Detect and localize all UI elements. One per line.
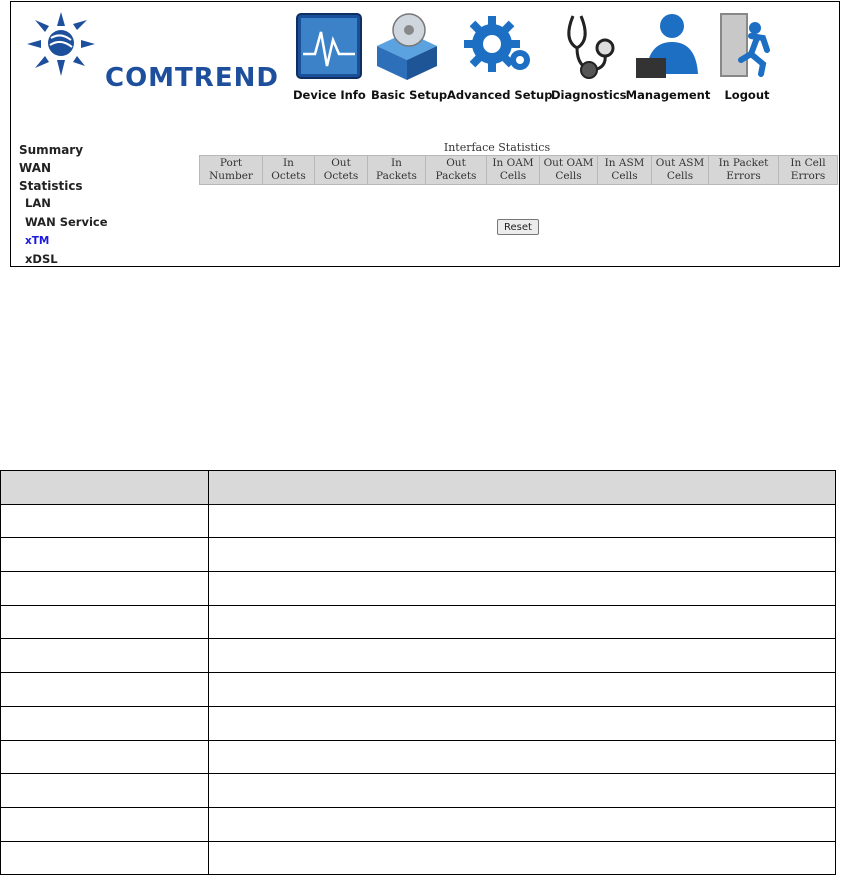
- table-cell: [1, 774, 209, 808]
- header-line: Cells: [611, 170, 638, 182]
- table-cell: [208, 639, 835, 673]
- sidebar-item-xdsl[interactable]: xDSL: [25, 252, 58, 266]
- table-cell: [1, 504, 209, 538]
- table-cell: [208, 774, 835, 808]
- main-content: [155, 127, 839, 267]
- column-header: [426, 156, 487, 185]
- table-cell: [1, 538, 209, 572]
- header-line: In ASM: [604, 157, 645, 169]
- column-header: [487, 156, 540, 185]
- table-cell: [208, 807, 835, 841]
- reset-button[interactable]: Reset: [497, 219, 539, 235]
- column-header: [652, 156, 709, 185]
- sidebar-item-wan[interactable]: WAN: [19, 161, 52, 175]
- table-cell: [1, 740, 209, 774]
- table-cell: [208, 572, 835, 606]
- header-line: Cells: [666, 170, 694, 182]
- header-line: In Cell: [790, 157, 826, 169]
- nav-management[interactable]: [625, 6, 711, 116]
- header-line: In: [391, 157, 402, 169]
- header-line: Errors: [726, 170, 761, 182]
- nav-label: Advanced Setup: [447, 88, 553, 102]
- table-header-row: [1, 471, 836, 505]
- sidebar: [11, 127, 155, 267]
- header-line: In: [283, 157, 294, 169]
- table-cell: [1, 807, 209, 841]
- header-line: In Packet: [718, 157, 769, 169]
- table-cell: [1, 572, 209, 606]
- header-line: Port: [219, 157, 243, 169]
- header-line: Out ASM: [655, 157, 705, 169]
- header-line: In OAM: [492, 157, 534, 169]
- column-header: [709, 156, 779, 185]
- column-header: [200, 156, 263, 185]
- advanced-setup-icon: [462, 10, 534, 82]
- header-line: Errors: [790, 170, 826, 182]
- column-header: [540, 156, 598, 185]
- nav-label: Basic Setup: [371, 88, 448, 102]
- header: [11, 2, 839, 127]
- table-row: [1, 504, 836, 538]
- column-header: [263, 156, 315, 185]
- description-table: [0, 470, 836, 875]
- header-line: Out: [331, 157, 351, 169]
- table-cell: [208, 605, 835, 639]
- table-row: [1, 774, 836, 808]
- basic-setup-icon: [371, 10, 443, 82]
- header-line: Number: [209, 170, 253, 182]
- header-line: Octets: [323, 170, 359, 182]
- sidebar-item-lan[interactable]: LAN: [25, 196, 51, 210]
- interface-statistics-table: [199, 155, 838, 185]
- table-header-row: [200, 156, 838, 185]
- table-cell: [208, 841, 835, 875]
- table-cell: [1, 605, 209, 639]
- nav-label: Device Info: [293, 88, 366, 102]
- table-cell: [1, 706, 209, 740]
- table-row: [1, 706, 836, 740]
- brand-name: COMTREND: [105, 63, 279, 93]
- table-row: [1, 673, 836, 707]
- table-cell: [208, 740, 835, 774]
- column-header: [598, 156, 652, 185]
- nav-label: Logout: [724, 88, 770, 102]
- table-cell: [208, 504, 835, 538]
- table-cell: [208, 538, 835, 572]
- nav-basic-setup[interactable]: [371, 6, 448, 116]
- nav-advanced-setup[interactable]: [447, 6, 553, 116]
- table-row: [1, 740, 836, 774]
- header-cell: [1, 471, 209, 505]
- table-cell: [1, 673, 209, 707]
- header-line: Cells: [499, 170, 527, 182]
- column-header: [368, 156, 426, 185]
- column-header: [779, 156, 838, 185]
- header-line: Packets: [376, 170, 417, 182]
- table-row: [1, 639, 836, 673]
- nav-label: Diagnostics: [551, 88, 627, 102]
- logout-icon: [711, 10, 783, 82]
- table-cell: [1, 841, 209, 875]
- device-info-icon: [293, 10, 365, 82]
- header-line: Cells: [555, 170, 582, 182]
- table-row: [1, 807, 836, 841]
- table-cell: [208, 673, 835, 707]
- table-cell: [208, 706, 835, 740]
- router-ui-screenshot: [10, 1, 840, 267]
- nav-label: Management: [625, 88, 711, 102]
- page-title: Interface Statistics: [443, 141, 551, 154]
- header-line: Packets: [435, 170, 477, 182]
- top-navigation: [11, 6, 839, 116]
- sidebar-item-statistics[interactable]: Statistics: [19, 179, 83, 193]
- nav-diagnostics[interactable]: [551, 6, 627, 116]
- table-row: [1, 538, 836, 572]
- management-icon: [632, 10, 704, 82]
- diagnostics-icon: [551, 10, 623, 82]
- header-line: Out: [446, 157, 466, 169]
- sidebar-item-wan-service[interactable]: WAN Service: [25, 215, 108, 229]
- header-line: Octets: [271, 170, 306, 182]
- sidebar-item-summary[interactable]: Summary: [19, 143, 84, 157]
- sidebar-item-xtm[interactable]: xTM: [25, 235, 50, 247]
- nav-device-info[interactable]: [293, 6, 365, 116]
- nav-logout[interactable]: [711, 6, 783, 116]
- header-cell: [208, 471, 835, 505]
- column-header: [315, 156, 368, 185]
- table-row: [1, 572, 836, 606]
- table-cell: [1, 639, 209, 673]
- table-row: [1, 605, 836, 639]
- header-line: Out OAM: [543, 157, 594, 169]
- table-row: [1, 841, 836, 875]
